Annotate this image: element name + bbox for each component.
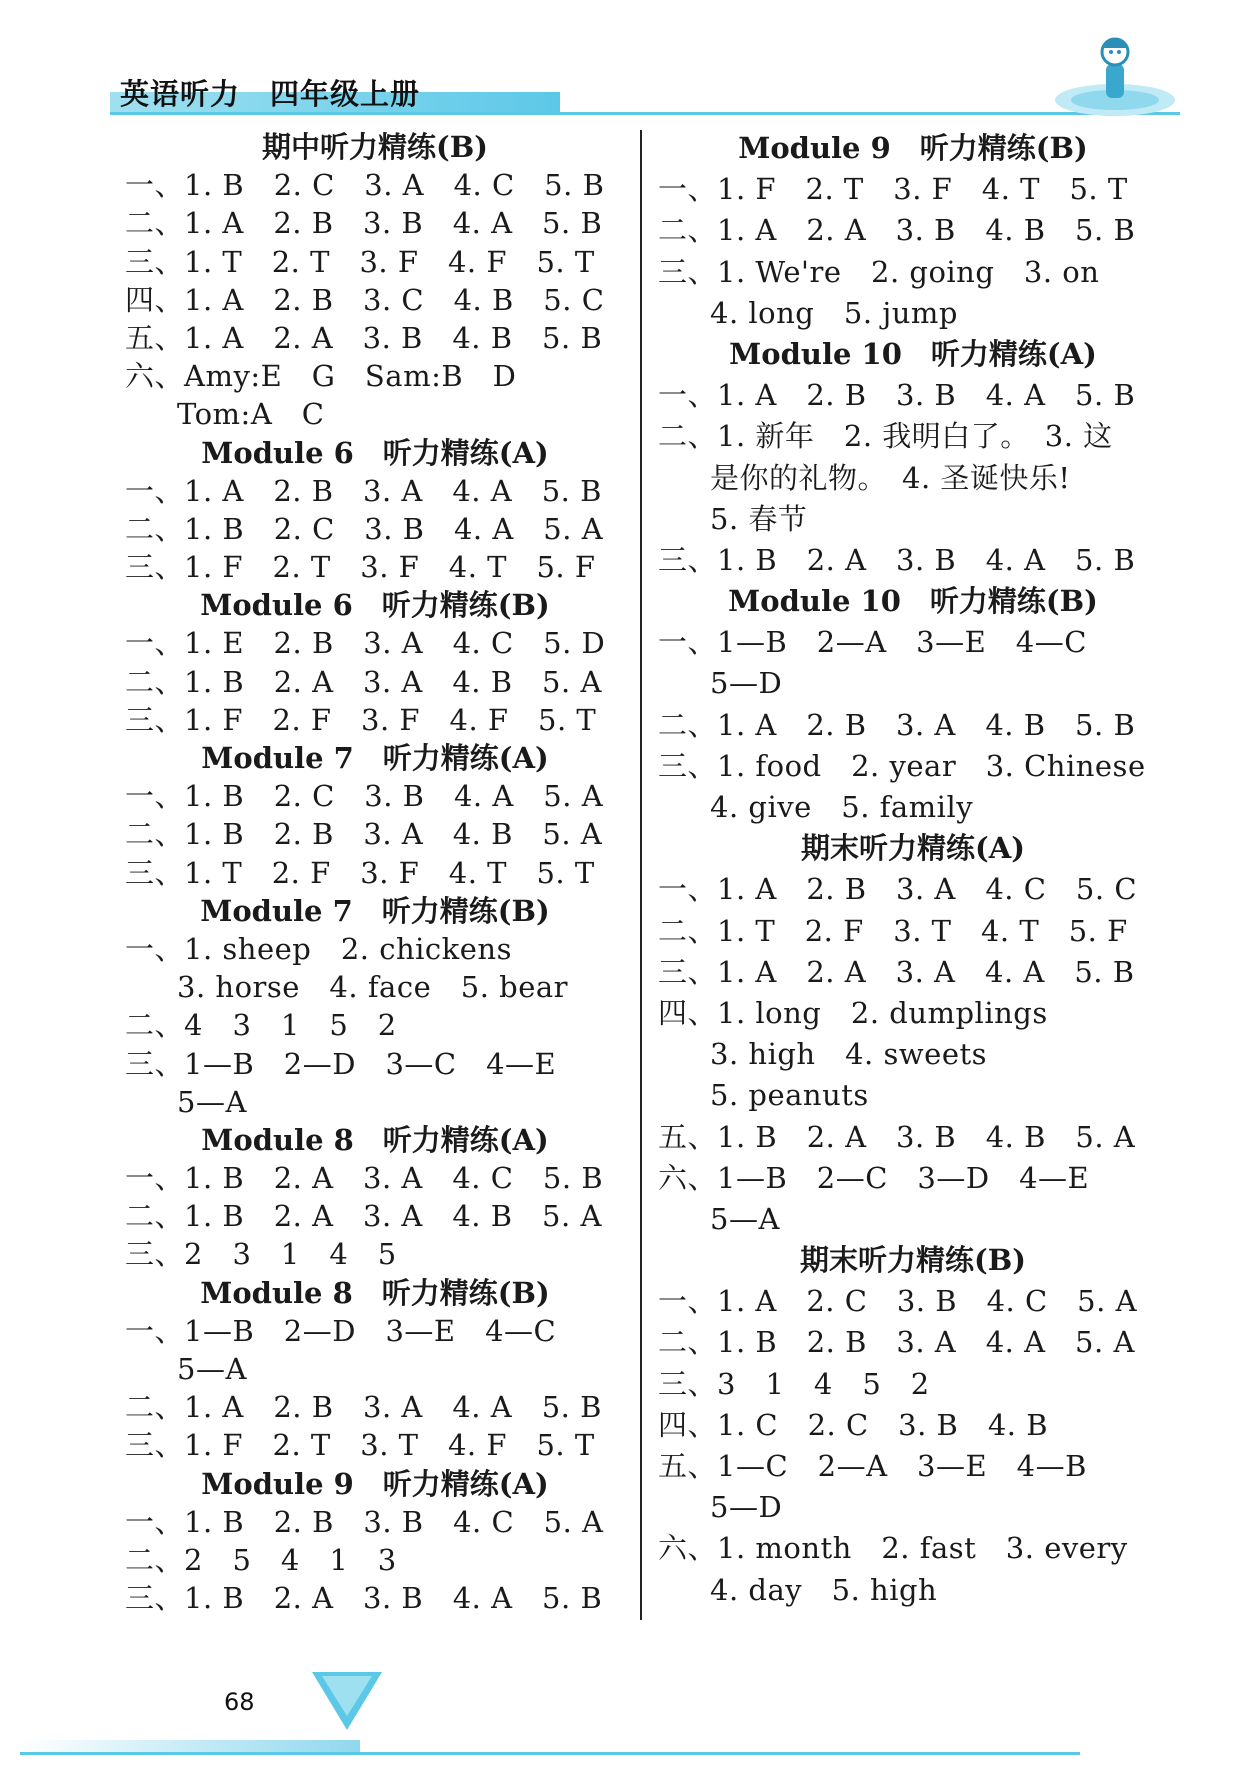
section-heading: 期末听力精练(A) <box>801 831 1025 866</box>
section-heading: Module 9 听力精练(A) <box>201 1466 549 1501</box>
answer-line: 二、4 3 1 5 2 <box>125 1008 397 1043</box>
answer-line-continued: 4. day 5. high <box>710 1572 938 1607</box>
answer-line: 二、1. 新年 2. 我明白了。 3. 这 <box>658 419 1113 454</box>
section-heading: 期末听力精练(B) <box>800 1243 1026 1278</box>
page-title: 英语听力 四年级上册 <box>120 77 421 111</box>
answer-line: 一、1. A 2. B 3. A 4. C 5. C <box>658 872 1138 907</box>
answer-line: 三、1. A 2. A 3. A 4. A 5. B <box>658 954 1135 989</box>
answer-line: 四、1. long 2. dumplings <box>658 995 1048 1030</box>
page-number: 68 <box>224 1688 255 1716</box>
answer-line: 三、3 1 4 5 2 <box>658 1366 930 1401</box>
answer-line: 一、1. B 2. B 3. B 4. C 5. A <box>125 1504 604 1539</box>
answer-line: 一、1. A 2. C 3. B 4. C 5. A <box>658 1284 1138 1319</box>
column-divider <box>640 130 642 1620</box>
section-heading: 期中听力精练(B) <box>262 130 488 164</box>
answer-line-continued: 5. 春节 <box>710 501 808 536</box>
answer-line: 五、1—C 2—A 3—E 4—B <box>658 1449 1087 1483</box>
answer-line: 六、1—B 2—C 3—D 4—E <box>658 1160 1090 1195</box>
answer-line: 二、1. A 2. B 3. B 4. A 5. B <box>125 206 603 241</box>
answer-line: 六、1. month 2. fast 3. every <box>658 1531 1128 1566</box>
answer-line: 四、1. A 2. B 3. C 4. B 5. C <box>125 282 605 317</box>
answer-line: 一、1—B 2—A 3—E 4—C <box>658 625 1087 660</box>
answer-line-continued: 是你的礼物。 4. 圣诞快乐! <box>710 460 1071 495</box>
footer-band <box>20 1740 360 1752</box>
section-heading: Module 6 听力精练(B) <box>200 588 550 623</box>
triangle-decoration-icon <box>312 1672 382 1732</box>
answer-line: 三、1. F 2. T 3. F 4. T 5. F <box>125 550 596 585</box>
answer-line: 一、1. A 2. B 3. B 4. A 5. B <box>658 378 1136 413</box>
answer-line: 二、1. T 2. F 3. T 4. T 5. F <box>658 913 1128 948</box>
answer-line: 六、Amy:E G Sam:B D <box>125 359 517 394</box>
answer-line: 二、1. B 2. A 3. A 4. B 5. A <box>125 1199 602 1234</box>
section-heading: Module 7 听力精练(A) <box>201 741 549 775</box>
answer-line-continued: 3. horse 4. face 5. bear <box>177 970 569 1005</box>
answer-line: 一、1. E 2. B 3. A 4. C 5. D <box>125 626 606 661</box>
answer-line: 二、1. B 2. A 3. A 4. B 5. A <box>125 664 602 699</box>
answer-line: 三、1. T 2. T 3. F 4. F 5. T <box>125 244 595 279</box>
answer-line: 五、1. B 2. A 3. B 4. B 5. A <box>658 1119 1136 1154</box>
answer-line: 一、1. F 2. T 3. F 4. T 5. T <box>658 172 1128 207</box>
answer-line-continued: 5—A <box>710 1201 780 1236</box>
answer-line: 三、1. We're 2. going 3. on <box>658 254 1100 289</box>
answer-line-continued: Tom:A C <box>177 397 325 432</box>
answer-line: 三、1. B 2. A 3. B 4. A 5. B <box>125 1581 603 1616</box>
answer-line: 二、1. A 2. B 3. A 4. B 5. B <box>658 707 1136 742</box>
answer-line: 五、1. A 2. A 3. B 4. B 5. B <box>125 320 603 355</box>
section-heading: Module 9 听力精练(B) <box>738 131 1088 165</box>
answer-line: 二、1. A 2. B 3. A 4. A 5. B <box>125 1390 602 1425</box>
answer-line-continued: 5—A <box>177 1084 247 1119</box>
section-heading: Module 8 听力精练(B) <box>200 1275 550 1310</box>
right-answer-column <box>658 128 1168 1611</box>
answer-line: 四、1. C 2. C 3. B 4. B <box>658 1407 1049 1442</box>
answer-line-continued: 3. high 4. sweets <box>710 1037 988 1072</box>
left-answer-column <box>125 128 625 1617</box>
answer-line: 三、1. F 2. T 3. T 4. F 5. T <box>125 1428 595 1463</box>
footer-rule <box>20 1752 1080 1755</box>
answer-line: 三、1. F 2. F 3. F 4. F 5. T <box>125 702 597 737</box>
answer-line: 二、1. B 2. B 3. A 4. A 5. A <box>658 1325 1135 1360</box>
answer-line-continued: 4. give 5. family <box>710 790 974 824</box>
answer-line: 一、1. A 2. B 3. A 4. A 5. B <box>125 473 602 508</box>
section-heading: Module 8 听力精练(A) <box>201 1122 549 1157</box>
section-heading: Module 6 听力精练(A) <box>201 435 549 470</box>
answer-line-continued: 5—A <box>177 1352 247 1386</box>
section-heading: Module 10 听力精练(A) <box>729 336 1097 371</box>
answer-line: 三、2 3 1 4 5 <box>125 1237 397 1272</box>
section-heading: Module 7 听力精练(B) <box>200 893 550 928</box>
answer-line: 一、1. sheep 2. chickens <box>125 931 512 966</box>
answer-line-continued: 4. long 5. jump <box>710 295 958 330</box>
answer-line: 三、1. food 2. year 3. Chinese <box>658 748 1146 783</box>
answer-line: 三、1. T 2. F 3. F 4. T 5. T <box>125 855 595 890</box>
mascot-icon <box>1050 22 1180 122</box>
answer-line: 二、1. B 2. C 3. B 4. A 5. A <box>125 511 604 546</box>
answer-line: 二、1. B 2. B 3. A 4. B 5. A <box>125 817 603 852</box>
answer-line: 一、1. B 2. A 3. A 4. C 5. B <box>125 1161 604 1196</box>
answer-line: 一、1. B 2. C 3. A 4. C 5. B <box>125 168 605 203</box>
answer-line: 三、1. B 2. A 3. B 4. A 5. B <box>658 542 1136 577</box>
answer-line-continued: 5. peanuts <box>710 1078 869 1113</box>
answer-line: 一、1—B 2—D 3—E 4—C <box>125 1313 557 1348</box>
answer-line: 三、1—B 2—D 3—C 4—E <box>125 1046 557 1081</box>
answer-line-continued: 5—D <box>710 666 783 701</box>
answer-line: 一、1. B 2. C 3. B 4. A 5. A <box>125 779 604 814</box>
answer-line-continued: 5—D <box>710 1490 783 1525</box>
section-heading: Module 10 听力精练(B) <box>728 584 1098 619</box>
answer-line: 二、2 5 4 1 3 <box>125 1542 397 1577</box>
answer-line: 二、1. A 2. A 3. B 4. B 5. B <box>658 213 1136 248</box>
